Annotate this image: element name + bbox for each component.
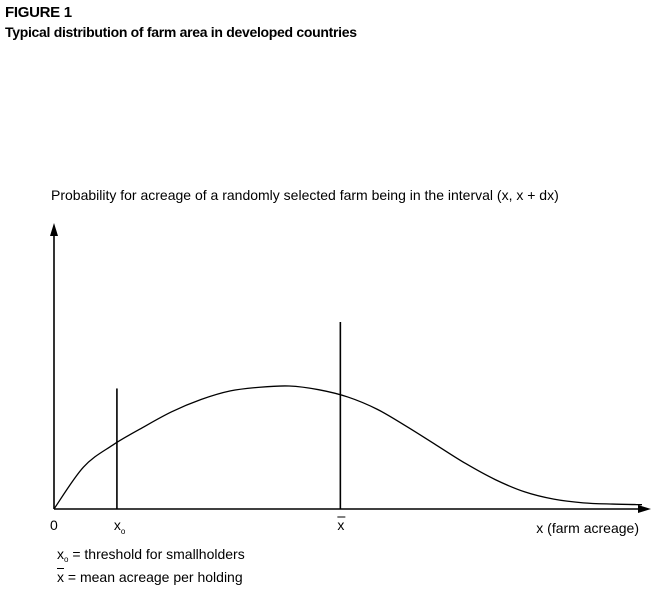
y-axis-arrow [50,223,58,236]
y-axis-label: Probability for acreage of a randomly selected farm being in the interval (x, x + dx) [51,187,559,203]
origin-label: 0 [50,517,58,533]
legend-text-threshold: = threshold for smallholders [72,546,245,562]
marker-label-xbar: x [337,517,345,533]
marker-label-sub: o [120,527,126,536]
figure-label: FIGURE 1 [5,4,72,21]
label-layer [50,517,639,536]
legend-text-mean: = mean acreage per holding [67,569,243,585]
chart-axes [50,223,651,513]
legend-item-threshold [57,546,245,562]
distribution-curve [54,386,642,509]
legend-symbol-x0: $x_o$ [57,546,69,564]
marker-layer [117,322,340,509]
curve-layer [54,386,642,509]
legend-item-mean [57,569,243,585]
x-axis-label: x (farm acreage) [536,520,639,536]
figure-title: Typical distribution of farm area in developed countries [5,24,357,40]
x-axis-arrow [638,505,651,513]
marker-label-x0: $x_o$ [113,517,126,536]
legend-symbol-xbar: $\overline{x}$ [57,569,64,585]
